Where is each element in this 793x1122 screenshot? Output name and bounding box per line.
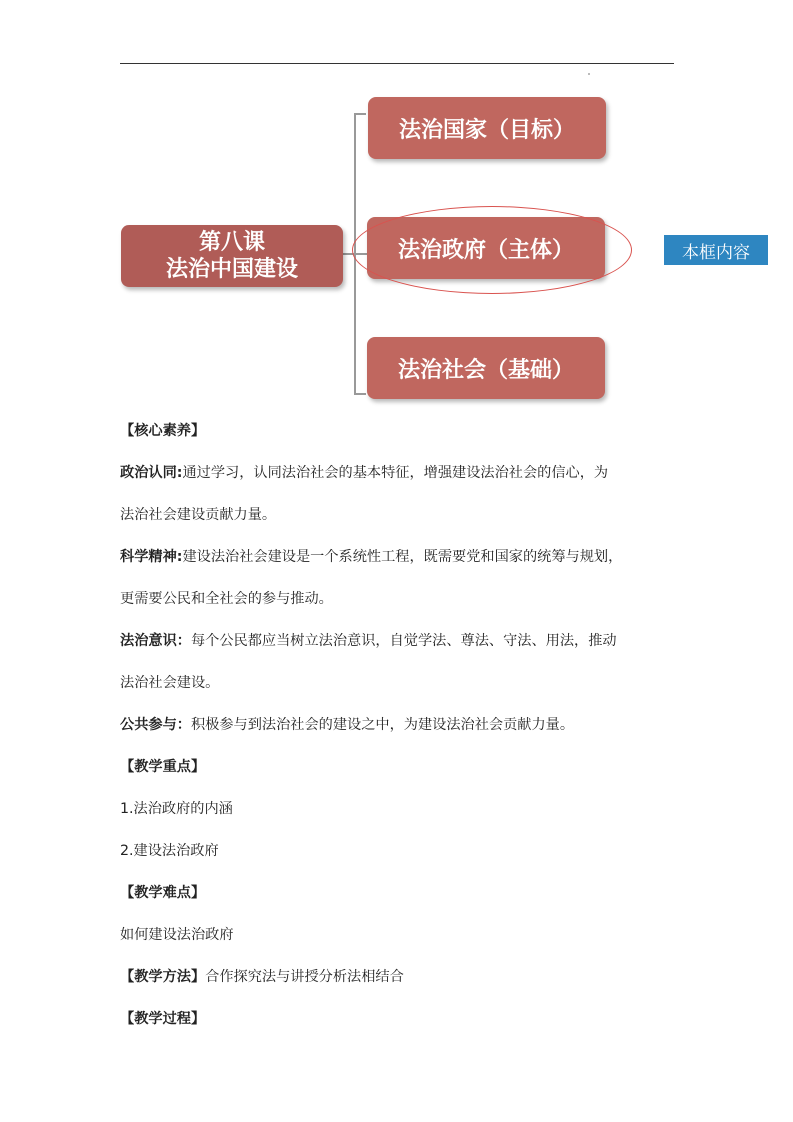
- literacy-label: 法治意识：: [120, 633, 191, 649]
- root-node: [121, 225, 343, 287]
- literacy-text: 建设法治社会建设是一个系统性工程，既需要党和国家的统筹与规划，: [182, 549, 623, 565]
- method-line: [120, 959, 676, 1001]
- key-point-item: 2.建设法治政府: [120, 843, 219, 859]
- difficulty-heading: 【教学难点】: [120, 885, 206, 901]
- literacy-label: 科学精神:: [120, 549, 183, 565]
- literacy-text: 通过学习，认同法治社会的基本特征，增强建设法治社会的信心，为: [182, 465, 609, 481]
- root-node-line2: 法治中国建设: [165, 257, 298, 282]
- literacy-text-cont: 法治社会建设。: [120, 675, 220, 691]
- child-node-rule-of-law-state: 法治国家（目标）: [368, 97, 606, 159]
- core-literacy-heading: 【核心素养】: [120, 423, 206, 439]
- literacy-item: [120, 539, 676, 581]
- literacy-text-cont: 更需要公民和全社会的参与推动。: [120, 591, 333, 607]
- lesson-content: [120, 413, 676, 1043]
- process-heading: 【教学过程】: [120, 1011, 206, 1027]
- header-rule: [120, 63, 674, 64]
- literacy-item: [120, 455, 676, 497]
- key-point-item: 1.法治政府的内涵: [120, 801, 233, 817]
- highlight-ellipse: [352, 206, 632, 294]
- literacy-item: [120, 707, 676, 749]
- literacy-label: 政治认同:: [120, 465, 183, 481]
- difficulty-text: 如何建设法治政府: [120, 927, 234, 943]
- root-node-line1: 第八课: [198, 230, 265, 255]
- section-badge: 本框内容: [664, 235, 768, 265]
- literacy-item: [120, 623, 676, 665]
- method-heading: 【教学方法】: [120, 969, 206, 985]
- literacy-text-cont: 法治社会建设贡献力量。: [120, 507, 277, 523]
- literacy-text: 积极参与到法治社会的建设之中，为建设法治社会贡献力量。: [190, 717, 575, 733]
- connector-top: [354, 113, 366, 115]
- connector-bottom: [354, 393, 366, 395]
- method-text: 合作探究法与讲授分析法相结合: [205, 969, 404, 985]
- key-points-heading: 【教学重点】: [120, 759, 206, 775]
- literacy-text: 每个公民都应当树立法治意识，自觉学法、尊法、守法、用法，推动: [190, 633, 617, 649]
- child-node-rule-of-law-government: 法治政府（主体）: [367, 217, 605, 279]
- literacy-label: 公共参与：: [120, 717, 191, 733]
- child-node-rule-of-law-society: 法治社会（基础）: [367, 337, 605, 399]
- header-dot: [588, 73, 590, 75]
